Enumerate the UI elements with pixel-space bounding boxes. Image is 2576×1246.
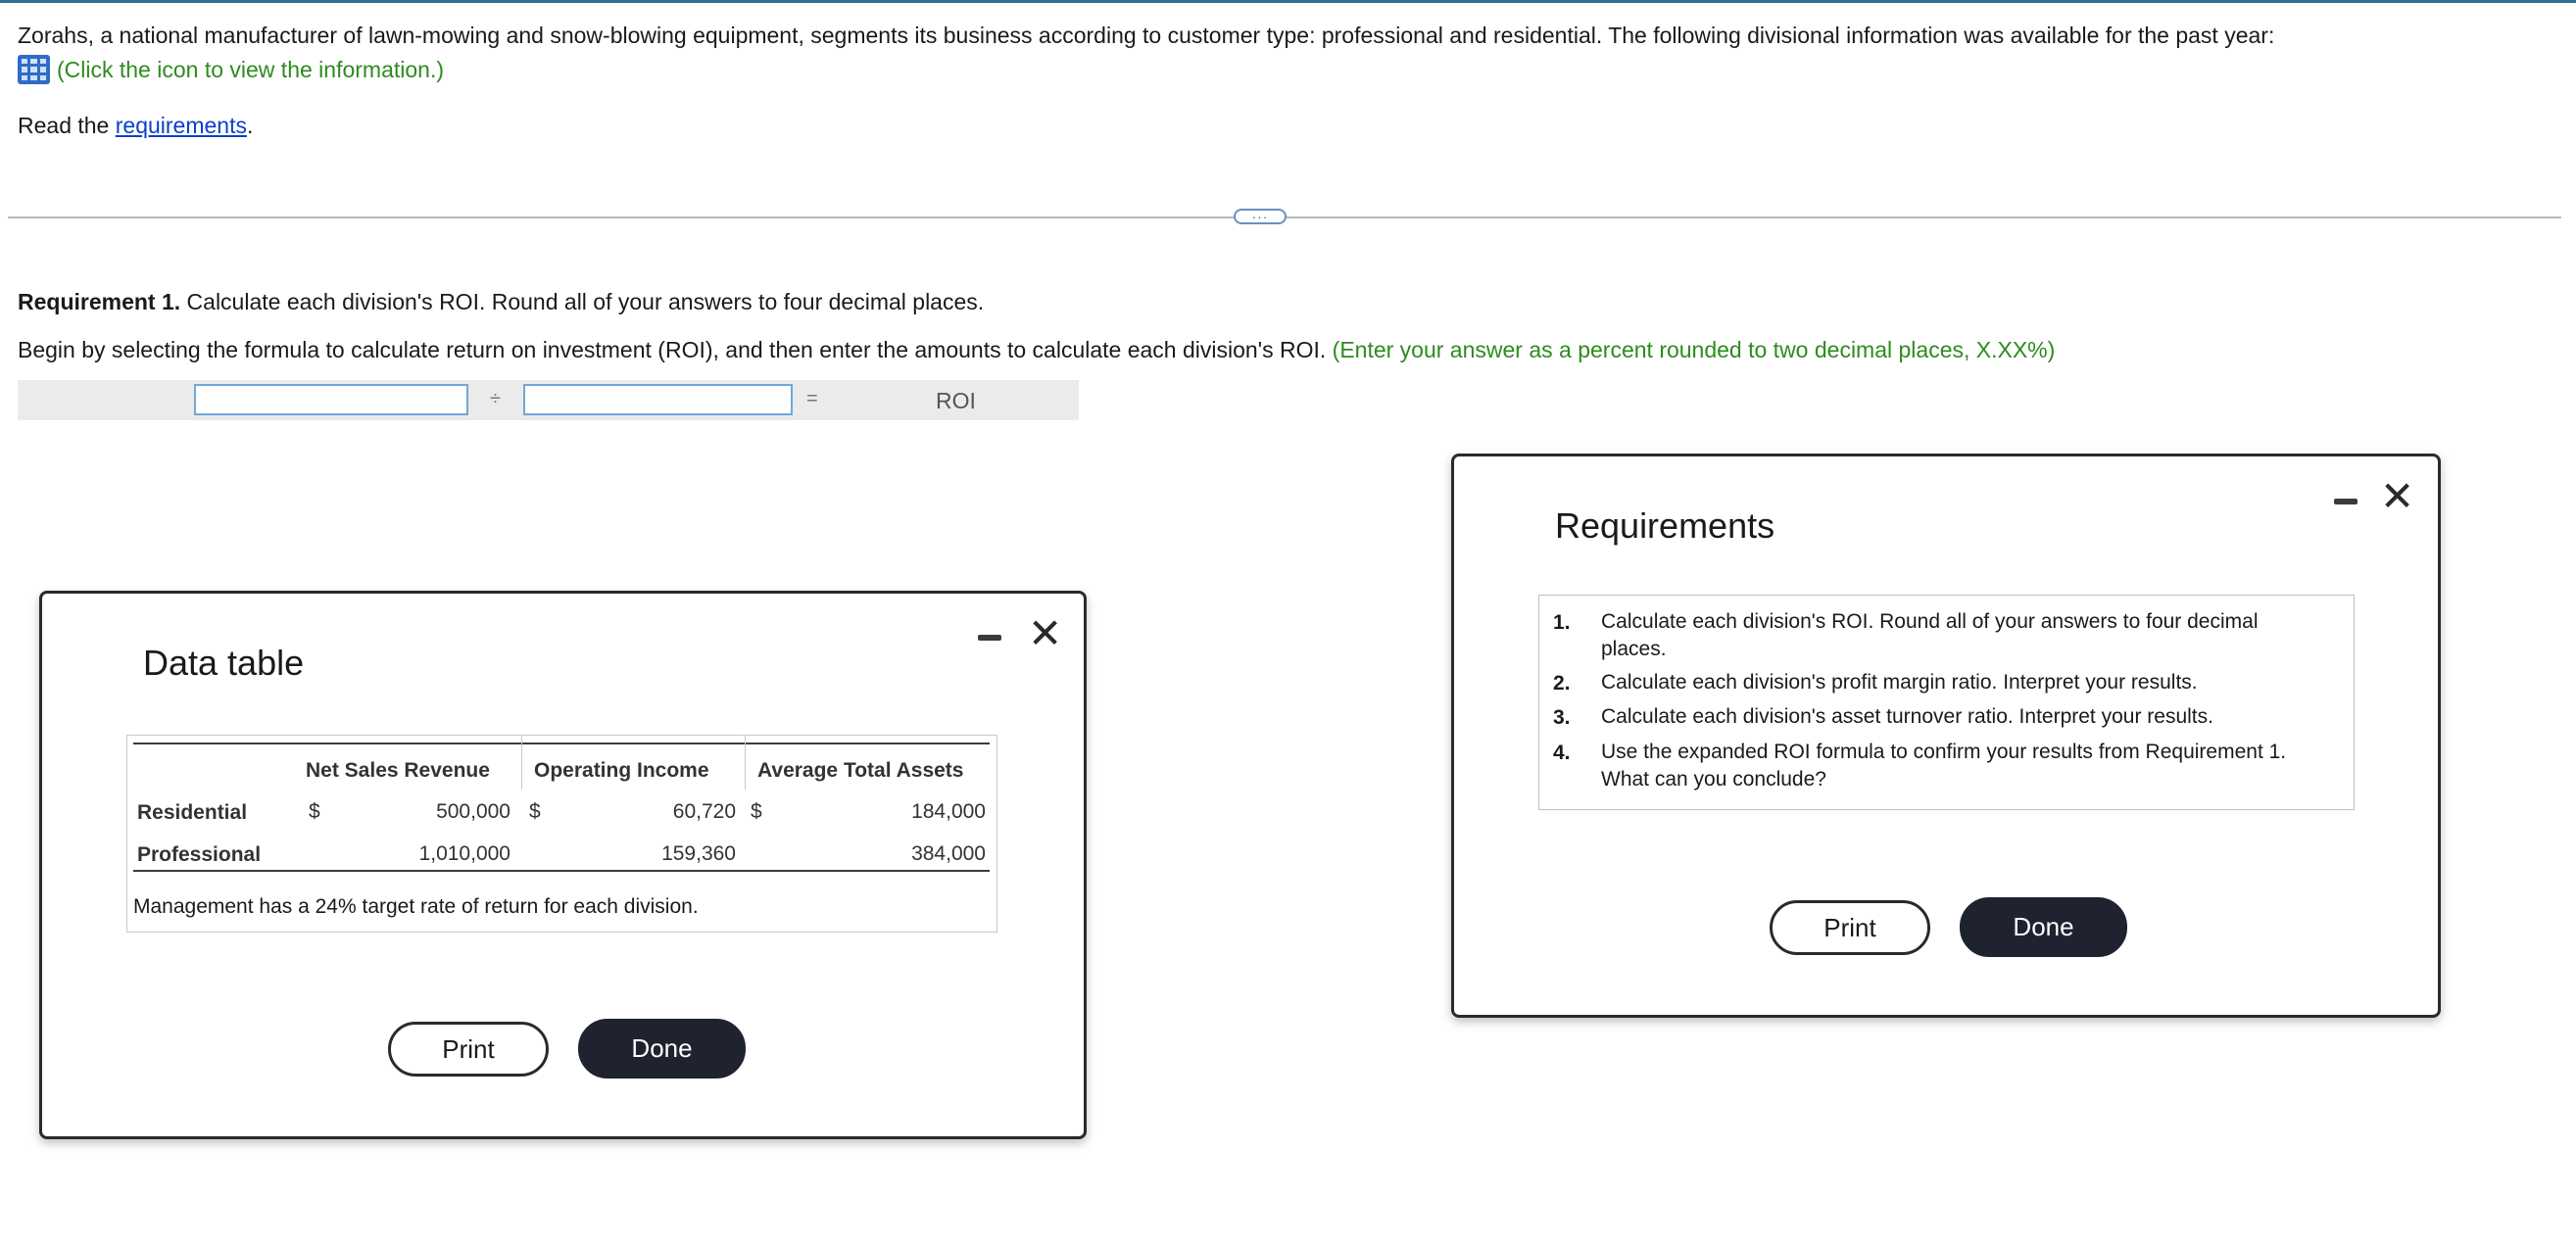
read-requirements-line: [18, 113, 253, 139]
read-prefix: Read the: [18, 113, 116, 138]
table-bottom-rule: [133, 870, 990, 872]
currency-symbol: $: [751, 800, 762, 823]
column-header: Net Sales Revenue: [306, 759, 490, 782]
minimize-icon[interactable]: [2334, 499, 2357, 504]
currency-symbol: $: [529, 800, 541, 823]
requirement-number: 2.: [1553, 672, 1571, 695]
roi-result-label: ROI: [936, 388, 976, 413]
expand-handle[interactable]: [1234, 209, 1287, 224]
numerator-input[interactable]: [194, 384, 468, 415]
requirement-item: Calculate each division's ROI. Round all of your answers to four decimal places.: [1601, 610, 2259, 660]
residential-sales: 500,000: [436, 800, 510, 823]
denominator-input[interactable]: [523, 384, 793, 415]
done-button[interactable]: Done: [1960, 897, 2127, 957]
click-icon-hint: (Click the icon to view the information.): [57, 56, 444, 82]
column-header: Operating Income: [534, 759, 709, 782]
row-label-residential: Residential: [137, 801, 248, 824]
professional-income: 159,360: [661, 842, 736, 865]
professional-sales: 1,010,000: [418, 842, 510, 865]
requirement-1-text: Calculate each division's ROI. Round all of your answers to four decimal places.: [180, 289, 985, 314]
requirements-link[interactable]: requirements: [115, 113, 247, 138]
requirement-1-label: Requirement 1.: [18, 289, 181, 314]
column-separator: [745, 736, 746, 790]
residential-assets: 184,000: [911, 800, 986, 823]
done-button[interactable]: Done: [578, 1019, 746, 1078]
requirement-number: 3.: [1553, 706, 1571, 729]
table-top-rule: [133, 743, 990, 744]
read-suffix: .: [246, 113, 254, 138]
requirement-item: Calculate each division's profit margin ratio. Interpret your results.: [1601, 671, 2198, 694]
minimize-icon[interactable]: [978, 635, 1001, 641]
column-header: Average Total Assets: [757, 759, 964, 782]
target-rate-note: Management has a 24% target rate of return for each division.: [133, 895, 699, 918]
requirement-item: Calculate each division's asset turnover ratio. Interpret your results.: [1601, 705, 2213, 728]
requirements-title: Requirements: [1555, 505, 1775, 546]
requirement-1-heading: [18, 289, 984, 315]
equals-symbol: =: [806, 388, 818, 409]
instructions-line: [18, 337, 2055, 363]
requirement-number: 1.: [1553, 611, 1571, 634]
currency-symbol: $: [309, 800, 320, 823]
row-label-professional: Professional: [137, 843, 262, 866]
table-grid-icon[interactable]: [18, 55, 50, 84]
close-icon[interactable]: ✕: [1028, 610, 1063, 656]
answer-format-hint: (Enter your answer as a percent rounded to two decimal places, X.XX%): [1326, 337, 2056, 362]
professional-assets: 384,000: [911, 842, 986, 865]
data-table-title: Data table: [143, 643, 305, 683]
requirement-item: Use the expanded ROI formula to confirm your results from Requirement 1. What can you conclude?: [1601, 741, 2287, 791]
divide-symbol: ÷: [490, 388, 501, 409]
instructions-text: Begin by selecting the formula to calculate return on investment (ROI), and then enter the amounts to calculate each division's ROI.: [18, 337, 1327, 362]
close-icon[interactable]: ✕: [2380, 473, 2415, 519]
column-separator: [521, 736, 522, 790]
expand-handle-dots-icon: ···: [1251, 209, 1269, 224]
residential-income: 60,720: [672, 800, 736, 823]
info-link-row: [18, 55, 444, 84]
top-accent-bar: [0, 0, 2576, 3]
requirements-list: [1538, 595, 2355, 810]
requirements-modal: [1451, 454, 2441, 1018]
requirement-number: 4.: [1553, 742, 1571, 764]
print-button[interactable]: Print: [388, 1022, 549, 1077]
problem-intro-text: Zorahs, a national manufacturer of lawn-mowing and snow-blowing equipment, segments its business according to customer type: professional and residential. The following divisional information was available for the past year:: [18, 23, 2275, 48]
data-table: [126, 735, 997, 933]
data-table-modal: [39, 591, 1087, 1139]
print-button[interactable]: Print: [1770, 900, 1930, 955]
